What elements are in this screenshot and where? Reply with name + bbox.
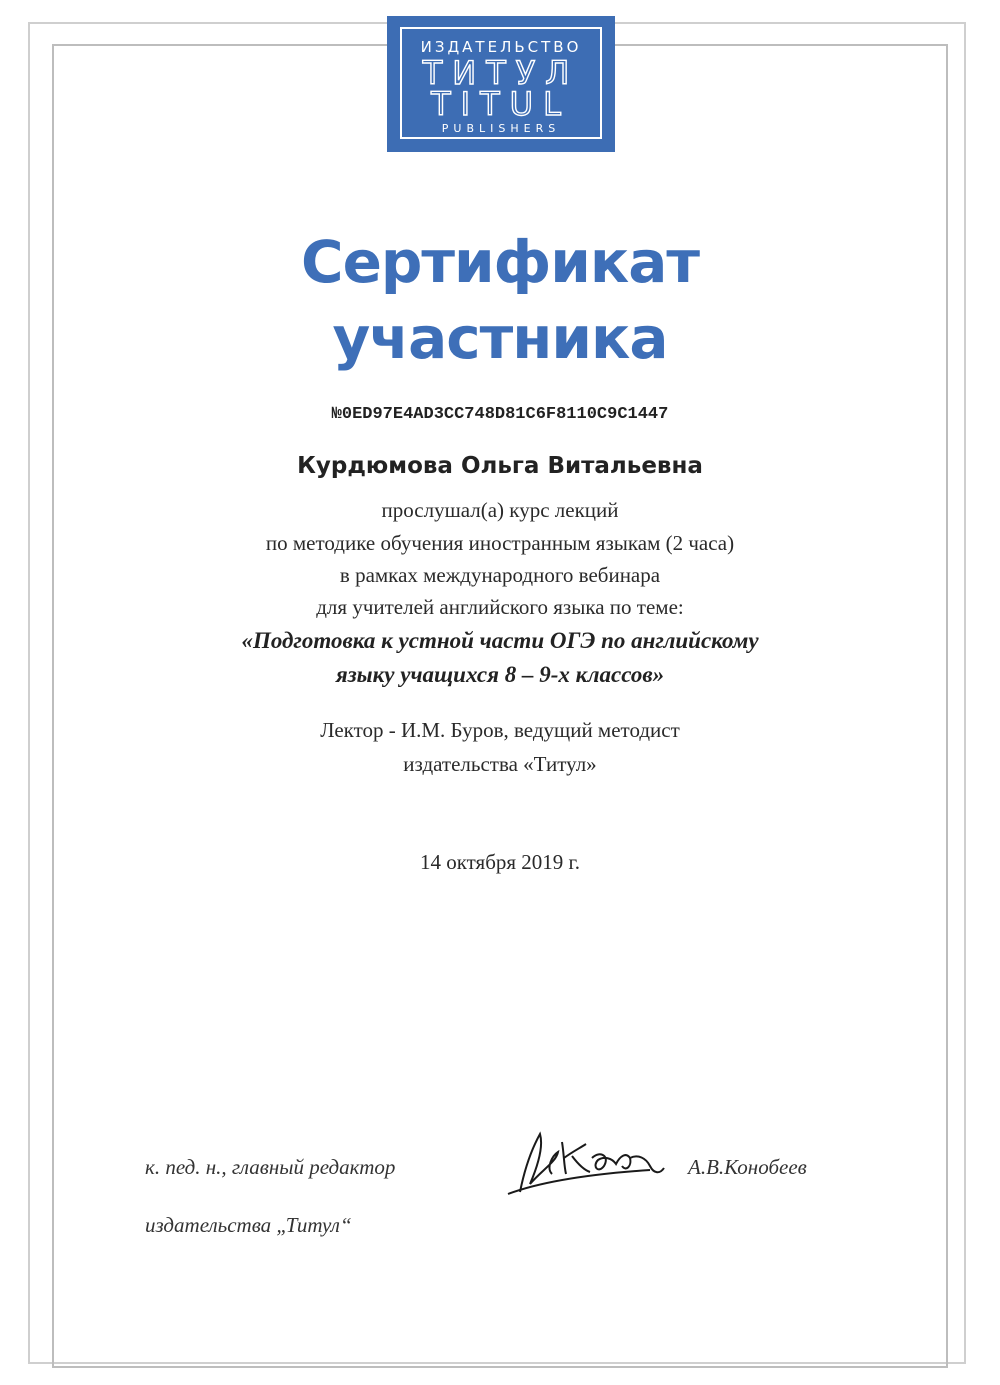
logo-line-2: ТИТУЛ [422, 54, 580, 92]
logo-line-3: TITUL [431, 85, 571, 123]
lecturer-line-2: издательства «Титул» [403, 752, 597, 776]
certificate-title-line-2: участника [332, 304, 668, 372]
signatory-position-line-1: к. пед. н., главный редактор [145, 1155, 396, 1179]
participant-name: Курдюмова Ольга Витальевна [297, 453, 703, 479]
publisher-logo [387, 16, 615, 152]
certificate-number: №0ED97E4AD3CC748D81C6F8110C9C1447 [331, 405, 669, 424]
signatory-position-line-2: издательства „Титул“ [145, 1213, 352, 1237]
body-line-1: прослушал(а) курс лекций [381, 498, 619, 522]
body-line-2: по методике обучения иностранным языкам (2 часа) [265, 531, 735, 555]
body-line-3: в рамках международного вебинара [339, 563, 661, 587]
logo-line-1: ИЗДАТЕЛЬСТВО [420, 38, 582, 56]
lecturer-line-1: Лектор - И.М. Буров, ведущий методист [320, 718, 680, 742]
topic-line-1: «Подготовка к устной части ОГЭ по английскому [241, 628, 759, 653]
handwritten-signature [500, 1122, 670, 1212]
certificate-date: 14 октября 2019 г. [419, 850, 581, 874]
topic-line-2: языку учащихся 8 – 9-х классов» [335, 662, 665, 687]
signatory-name: А.В.Конобеев [688, 1155, 807, 1179]
body-line-4: для учителей английского языка по теме: [316, 595, 684, 619]
logo-line-4: PUBLISHERS [441, 122, 561, 135]
certificate-title-line-1: Сертификат [301, 228, 699, 296]
